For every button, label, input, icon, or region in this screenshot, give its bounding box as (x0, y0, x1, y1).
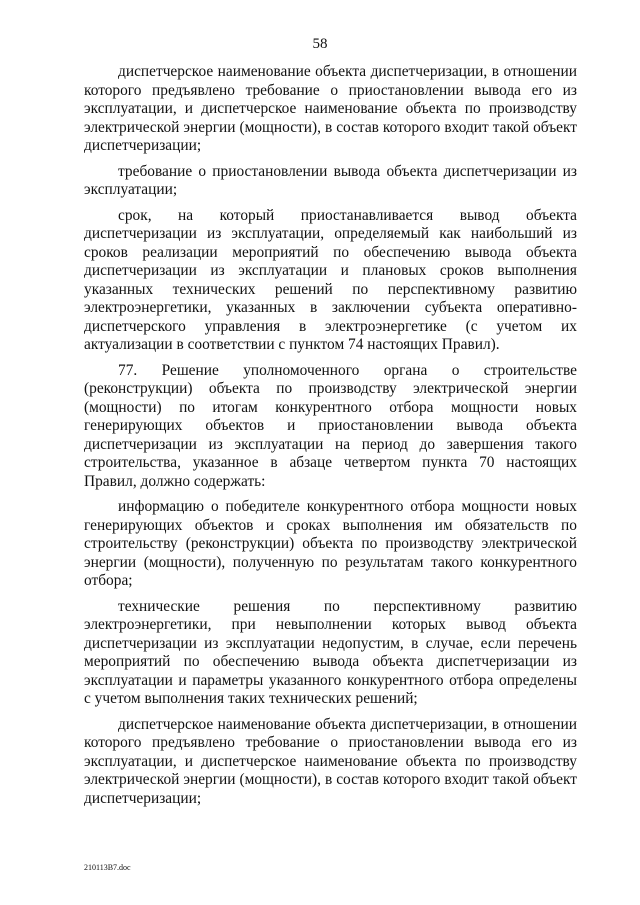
footer-file-code: 210113В7.doc (84, 863, 131, 872)
paragraph-dispatch-name: диспетчерское наименование объекта диспетчеризации, в отношении которого предъявлено требование о приостановлении вывода его из эксплуатации, и диспетчерское наименование объекта по производству электрической энергии (мощности), в состав которого входит такой объект диспетчеризации; (84, 63, 577, 154)
paragraph-clause-77: 77. Решение уполномоченного органа о строительстве (реконструкции) объекта по производству электрической энергии (мощности) по итогам конкурентного отбора мощности новых генерирующих объектов и приостановлении вывода объекта диспетчеризации из эксплуатации на период до завершения такого строительства, указанное в абзаце четвертом пункта 70 настоящих Правил, должно содержать: (84, 361, 577, 490)
document-body (84, 63, 577, 815)
paragraph-suspension-requirement: требование о приостановлении вывода объекта диспетчеризации из эксплуатации; (84, 162, 577, 198)
paragraph-dispatch-name-repeat: диспетчерское наименование объекта диспетчеризации, в отношении которого предъявлено требование о приостановлении вывода его из эксплуатации, и диспетчерское наименование объекта по производству электрической энергии (мощности), в состав которого входит такой объект диспетчеризации; (84, 715, 577, 807)
paragraph-technical-solutions: технические решения по перспективному развитию электроэнергетики, при невыполнении которых вывод объекта диспетчеризации из эксплуатации недопустим, в случае, если перечень мероприятий по обеспечению вывода объекта диспетчеризации из эксплуатации и параметры указанного конкурентного отбора определены с учетом выполнения таких технических решений; (84, 597, 577, 707)
paragraph-suspension-term: срок, на который приостанавливается вывод объекта диспетчеризации из эксплуатации, определяемый как наибольший из сроков реализации мероприятий по обеспечению вывода объекта диспетчеризации из эксплуатации и плановых сроков выполнения указанных технических решений по перспективному развитию электроэнергетики, указанных в заключении субъекта оперативно-диспетчерского управления в электроэнергетике (с учетом их актуализации в соответствии с пунктом 74 настоящих Правил). (84, 206, 577, 353)
page-number: 58 (312, 36, 328, 52)
paragraph-auction-winner-info: информацию о победителе конкурентного отбора мощности новых генерирующих объектов и сроках выполнения им обязательств по строительству (реконструкции) объекта по производству электрической энергии (мощности), полученную по результатам такого конкурентного отбора; (84, 498, 577, 589)
